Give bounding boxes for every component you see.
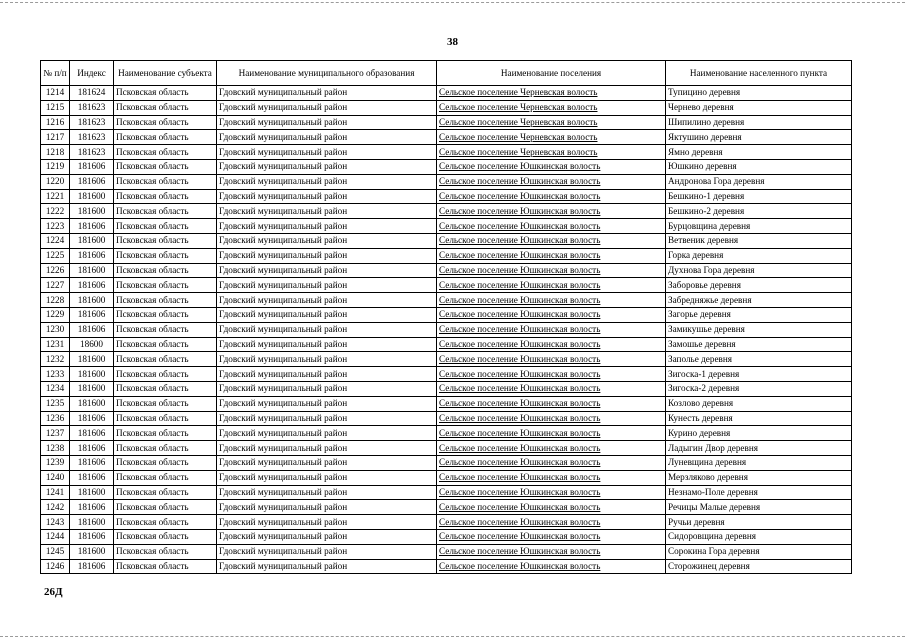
cell-subject: Псковская область bbox=[114, 470, 217, 485]
cell-row-number: 1236 bbox=[41, 411, 70, 426]
cell-municipality: Гдовский муниципальный район bbox=[217, 352, 437, 367]
cell-settlement: Сельское поселение Юшкинская волость bbox=[437, 248, 666, 263]
cell-postal-index: 181623 bbox=[70, 115, 114, 130]
cell-locality: Шипилино деревня bbox=[666, 115, 852, 130]
cell-subject: Псковская область bbox=[114, 411, 217, 426]
cell-subject: Псковская область bbox=[114, 130, 217, 145]
cell-subject: Псковская область bbox=[114, 515, 217, 530]
cell-municipality: Гдовский муниципальный район bbox=[217, 115, 437, 130]
table-row bbox=[41, 426, 852, 441]
cell-municipality: Гдовский муниципальный район bbox=[217, 337, 437, 352]
table-row bbox=[41, 470, 852, 485]
cell-postal-index: 181606 bbox=[70, 219, 114, 234]
cell-postal-index: 181624 bbox=[70, 86, 114, 101]
cell-municipality: Гдовский муниципальный район bbox=[217, 529, 437, 544]
cell-postal-index: 181600 bbox=[70, 189, 114, 204]
cell-settlement: Сельское поселение Юшкинская волость bbox=[437, 381, 666, 396]
table-row bbox=[41, 130, 852, 145]
cell-postal-index: 181606 bbox=[70, 322, 114, 337]
cell-settlement: Сельское поселение Юшкинская волость bbox=[437, 352, 666, 367]
cell-subject: Псковская область bbox=[114, 485, 217, 500]
table-row bbox=[41, 189, 852, 204]
table-row bbox=[41, 248, 852, 263]
cell-postal-index: 181606 bbox=[70, 174, 114, 189]
cell-locality: Андронова Гора деревня bbox=[666, 174, 852, 189]
cell-settlement: Сельское поселение Юшкинская волость bbox=[437, 322, 666, 337]
cell-settlement: Сельское поселение Юшкинская волость bbox=[437, 426, 666, 441]
cell-municipality: Гдовский муниципальный район bbox=[217, 485, 437, 500]
cell-subject: Псковская область bbox=[114, 100, 217, 115]
cell-locality: Заполье деревня bbox=[666, 352, 852, 367]
cell-subject: Псковская область bbox=[114, 219, 217, 234]
cell-municipality: Гдовский муниципальный район bbox=[217, 130, 437, 145]
cell-postal-index: 18600 bbox=[70, 337, 114, 352]
cell-settlement: Сельское поселение Юшкинская волость bbox=[437, 263, 666, 278]
cell-municipality: Гдовский муниципальный район bbox=[217, 293, 437, 308]
cell-row-number: 1229 bbox=[41, 307, 70, 322]
cell-municipality: Гдовский муниципальный район bbox=[217, 559, 437, 574]
cell-postal-index: 181606 bbox=[70, 529, 114, 544]
cell-row-number: 1242 bbox=[41, 500, 70, 515]
table-row bbox=[41, 515, 852, 530]
cell-postal-index: 181600 bbox=[70, 515, 114, 530]
cell-settlement: Сельское поселение Юшкинская волость bbox=[437, 337, 666, 352]
cell-subject: Псковская область bbox=[114, 204, 217, 219]
table-row bbox=[41, 559, 852, 574]
table-row bbox=[41, 204, 852, 219]
cell-locality: Зигоска-2 деревня bbox=[666, 381, 852, 396]
cell-municipality: Гдовский муниципальный район bbox=[217, 174, 437, 189]
cell-settlement: Сельское поселение Юшкинская волость bbox=[437, 219, 666, 234]
cell-subject: Псковская область bbox=[114, 367, 217, 382]
table-row bbox=[41, 263, 852, 278]
cell-subject: Псковская область bbox=[114, 263, 217, 278]
cell-municipality: Гдовский муниципальный район bbox=[217, 515, 437, 530]
cell-locality: Козлово деревня bbox=[666, 396, 852, 411]
cell-settlement: Сельское поселение Юшкинская волость bbox=[437, 500, 666, 515]
header-locality: Наименование населенного пункта bbox=[666, 61, 852, 86]
cell-row-number: 1218 bbox=[41, 145, 70, 160]
cell-municipality: Гдовский муниципальный район bbox=[217, 500, 437, 515]
cell-locality: Яктушино деревня bbox=[666, 130, 852, 145]
cell-postal-index: 181600 bbox=[70, 352, 114, 367]
cell-subject: Псковская область bbox=[114, 233, 217, 248]
cell-postal-index: 181623 bbox=[70, 130, 114, 145]
cell-subject: Псковская область bbox=[114, 500, 217, 515]
cell-settlement: Сельское поселение Черневская волость bbox=[437, 145, 666, 160]
cell-locality: Сторожинец деревня bbox=[666, 559, 852, 574]
table-row bbox=[41, 337, 852, 352]
cell-settlement: Сельское поселение Юшкинская волость bbox=[437, 559, 666, 574]
cell-locality: Горка деревня bbox=[666, 248, 852, 263]
table-header bbox=[41, 61, 852, 86]
cell-municipality: Гдовский муниципальный район bbox=[217, 307, 437, 322]
cell-subject: Псковская область bbox=[114, 189, 217, 204]
table-row bbox=[41, 381, 852, 396]
table-row bbox=[41, 352, 852, 367]
cell-row-number: 1221 bbox=[41, 189, 70, 204]
cell-subject: Псковская область bbox=[114, 278, 217, 293]
cell-row-number: 1237 bbox=[41, 426, 70, 441]
cell-postal-index: 181623 bbox=[70, 100, 114, 115]
table-row bbox=[41, 100, 852, 115]
cell-municipality: Гдовский муниципальный район bbox=[217, 145, 437, 160]
cell-row-number: 1224 bbox=[41, 233, 70, 248]
cell-settlement: Сельское поселение Юшкинская волость bbox=[437, 159, 666, 174]
cell-locality: Юшкино деревня bbox=[666, 159, 852, 174]
table-row bbox=[41, 455, 852, 470]
cell-subject: Псковская область bbox=[114, 322, 217, 337]
cell-row-number: 1215 bbox=[41, 100, 70, 115]
cell-subject: Псковская область bbox=[114, 544, 217, 559]
page-number: 38 bbox=[447, 36, 458, 48]
cell-municipality: Гдовский муниципальный район bbox=[217, 189, 437, 204]
cell-subject: Псковская область bbox=[114, 529, 217, 544]
footer-code: 26Д bbox=[44, 586, 63, 598]
header-row-number: № п/п bbox=[41, 61, 70, 86]
cell-row-number: 1226 bbox=[41, 263, 70, 278]
cell-subject: Псковская область bbox=[114, 145, 217, 160]
header-row bbox=[41, 61, 852, 86]
table-row bbox=[41, 500, 852, 515]
table-row bbox=[41, 86, 852, 101]
cell-settlement: Сельское поселение Юшкинская волость bbox=[437, 204, 666, 219]
cell-subject: Псковская область bbox=[114, 337, 217, 352]
cell-municipality: Гдовский муниципальный район bbox=[217, 322, 437, 337]
cell-settlement: Сельское поселение Юшкинская волость bbox=[437, 411, 666, 426]
cell-row-number: 1228 bbox=[41, 293, 70, 308]
cell-row-number: 1227 bbox=[41, 278, 70, 293]
cell-municipality: Гдовский муниципальный район bbox=[217, 470, 437, 485]
cell-row-number: 1231 bbox=[41, 337, 70, 352]
settlements-table bbox=[40, 60, 852, 574]
cell-postal-index: 181606 bbox=[70, 455, 114, 470]
table-row bbox=[41, 441, 852, 456]
cell-row-number: 1214 bbox=[41, 86, 70, 101]
cell-municipality: Гдовский муниципальный район bbox=[217, 159, 437, 174]
cell-locality: Сидоровщина деревня bbox=[666, 529, 852, 544]
cell-subject: Псковская область bbox=[114, 174, 217, 189]
cell-row-number: 1230 bbox=[41, 322, 70, 337]
cell-municipality: Гдовский муниципальный район bbox=[217, 278, 437, 293]
cell-row-number: 1222 bbox=[41, 204, 70, 219]
cell-settlement: Сельское поселение Юшкинская волость bbox=[437, 233, 666, 248]
cell-locality: Зигоска-1 деревня bbox=[666, 367, 852, 382]
cell-locality: Ямно деревня bbox=[666, 145, 852, 160]
cell-locality: Духнова Гора деревня bbox=[666, 263, 852, 278]
table-row bbox=[41, 307, 852, 322]
cell-subject: Псковская область bbox=[114, 293, 217, 308]
cell-settlement: Сельское поселение Юшкинская волость bbox=[437, 293, 666, 308]
cell-locality: Бешкино-1 деревня bbox=[666, 189, 852, 204]
cell-locality: Тупицино деревня bbox=[666, 86, 852, 101]
cell-subject: Псковская область bbox=[114, 352, 217, 367]
table-row bbox=[41, 322, 852, 337]
cell-postal-index: 181600 bbox=[70, 544, 114, 559]
cell-settlement: Сельское поселение Юшкинская волость bbox=[437, 278, 666, 293]
cell-municipality: Гдовский муниципальный район bbox=[217, 441, 437, 456]
cell-row-number: 1241 bbox=[41, 485, 70, 500]
table-row bbox=[41, 233, 852, 248]
cell-locality: Луневщина деревня bbox=[666, 455, 852, 470]
cell-municipality: Гдовский муниципальный район bbox=[217, 100, 437, 115]
cell-postal-index: 181606 bbox=[70, 470, 114, 485]
cell-row-number: 1243 bbox=[41, 515, 70, 530]
cell-settlement: Сельское поселение Черневская волость bbox=[437, 130, 666, 145]
header-settlement: Наименование поселения bbox=[437, 61, 666, 86]
table-row bbox=[41, 367, 852, 382]
cell-row-number: 1239 bbox=[41, 455, 70, 470]
cell-municipality: Гдовский муниципальный район bbox=[217, 381, 437, 396]
cell-postal-index: 181606 bbox=[70, 559, 114, 574]
cell-municipality: Гдовский муниципальный район bbox=[217, 544, 437, 559]
header-postal-index: Индекс bbox=[70, 61, 114, 86]
cell-locality: Бурцовщина деревня bbox=[666, 219, 852, 234]
cell-municipality: Гдовский муниципальный район bbox=[217, 263, 437, 278]
cell-postal-index: 181623 bbox=[70, 145, 114, 160]
cell-subject: Псковская область bbox=[114, 248, 217, 263]
cell-settlement: Сельское поселение Юшкинская волость bbox=[437, 485, 666, 500]
cell-postal-index: 181600 bbox=[70, 367, 114, 382]
table-row bbox=[41, 115, 852, 130]
cell-locality: Незнамо-Поле деревня bbox=[666, 485, 852, 500]
cell-settlement: Сельское поселение Юшкинская волость bbox=[437, 367, 666, 382]
cell-settlement: Сельское поселение Юшкинская волость bbox=[437, 529, 666, 544]
cell-row-number: 1234 bbox=[41, 381, 70, 396]
cell-row-number: 1235 bbox=[41, 396, 70, 411]
cell-municipality: Гдовский муниципальный район bbox=[217, 204, 437, 219]
cell-locality: Загорье деревня bbox=[666, 307, 852, 322]
cell-settlement: Сельское поселение Черневская волость bbox=[437, 115, 666, 130]
cell-locality: Ладыгин Двор деревня bbox=[666, 441, 852, 456]
cell-postal-index: 181600 bbox=[70, 233, 114, 248]
cell-settlement: Сельское поселение Юшкинская волость bbox=[437, 455, 666, 470]
cell-row-number: 1216 bbox=[41, 115, 70, 130]
cell-locality: Курино деревня bbox=[666, 426, 852, 441]
cell-municipality: Гдовский муниципальный район bbox=[217, 233, 437, 248]
cell-municipality: Гдовский муниципальный район bbox=[217, 411, 437, 426]
table-row bbox=[41, 293, 852, 308]
cell-row-number: 1246 bbox=[41, 559, 70, 574]
cell-settlement: Сельское поселение Юшкинская волость bbox=[437, 441, 666, 456]
cell-postal-index: 181606 bbox=[70, 278, 114, 293]
cell-settlement: Сельское поселение Черневская волость bbox=[437, 100, 666, 115]
cell-subject: Псковская область bbox=[114, 559, 217, 574]
cell-postal-index: 181606 bbox=[70, 248, 114, 263]
cell-postal-index: 181606 bbox=[70, 441, 114, 456]
cell-settlement: Сельское поселение Юшкинская волость bbox=[437, 544, 666, 559]
scan-edge-bottom bbox=[0, 636, 905, 637]
cell-row-number: 1240 bbox=[41, 470, 70, 485]
table-row bbox=[41, 529, 852, 544]
table-row bbox=[41, 174, 852, 189]
cell-municipality: Гдовский муниципальный район bbox=[217, 455, 437, 470]
cell-row-number: 1245 bbox=[41, 544, 70, 559]
cell-row-number: 1223 bbox=[41, 219, 70, 234]
cell-locality: Замикушье деревня bbox=[666, 322, 852, 337]
cell-row-number: 1244 bbox=[41, 529, 70, 544]
scan-edge-top bbox=[0, 2, 905, 3]
cell-postal-index: 181606 bbox=[70, 159, 114, 174]
cell-locality: Речицы Малые деревня bbox=[666, 500, 852, 515]
cell-settlement: Сельское поселение Юшкинская волость bbox=[437, 174, 666, 189]
cell-settlement: Сельское поселение Юшкинская волость bbox=[437, 307, 666, 322]
cell-postal-index: 181606 bbox=[70, 500, 114, 515]
cell-municipality: Гдовский муниципальный район bbox=[217, 396, 437, 411]
table-row bbox=[41, 485, 852, 500]
cell-row-number: 1233 bbox=[41, 367, 70, 382]
cell-locality: Кунесть деревня bbox=[666, 411, 852, 426]
cell-subject: Псковская область bbox=[114, 426, 217, 441]
cell-subject: Псковская область bbox=[114, 86, 217, 101]
cell-subject: Псковская область bbox=[114, 381, 217, 396]
cell-settlement: Сельское поселение Черневская волость bbox=[437, 86, 666, 101]
header-subject: Наименование субъекта bbox=[114, 61, 217, 86]
cell-locality: Мерзляково деревня bbox=[666, 470, 852, 485]
cell-locality: Бешкино-2 деревня bbox=[666, 204, 852, 219]
cell-municipality: Гдовский муниципальный район bbox=[217, 426, 437, 441]
cell-settlement: Сельское поселение Юшкинская волость bbox=[437, 515, 666, 530]
cell-postal-index: 181606 bbox=[70, 307, 114, 322]
cell-locality: Забредняжье деревня bbox=[666, 293, 852, 308]
cell-municipality: Гдовский муниципальный район bbox=[217, 219, 437, 234]
cell-postal-index: 181600 bbox=[70, 485, 114, 500]
cell-locality: Заборовье деревня bbox=[666, 278, 852, 293]
cell-municipality: Гдовский муниципальный район bbox=[217, 367, 437, 382]
table-row bbox=[41, 396, 852, 411]
cell-locality: Замошье деревня bbox=[666, 337, 852, 352]
cell-locality: Чернево деревня bbox=[666, 100, 852, 115]
cell-row-number: 1225 bbox=[41, 248, 70, 263]
cell-settlement: Сельское поселение Юшкинская волость bbox=[437, 396, 666, 411]
cell-row-number: 1232 bbox=[41, 352, 70, 367]
cell-postal-index: 181606 bbox=[70, 411, 114, 426]
cell-postal-index: 181606 bbox=[70, 426, 114, 441]
cell-municipality: Гдовский муниципальный район bbox=[217, 86, 437, 101]
cell-postal-index: 181600 bbox=[70, 293, 114, 308]
cell-postal-index: 181600 bbox=[70, 204, 114, 219]
table-row bbox=[41, 145, 852, 160]
cell-locality: Ручьи деревня bbox=[666, 515, 852, 530]
cell-settlement: Сельское поселение Юшкинская волость bbox=[437, 470, 666, 485]
table-row bbox=[41, 219, 852, 234]
table-row bbox=[41, 159, 852, 174]
cell-postal-index: 181600 bbox=[70, 381, 114, 396]
table-row bbox=[41, 411, 852, 426]
cell-row-number: 1220 bbox=[41, 174, 70, 189]
header-municipality: Наименование муниципального образования bbox=[217, 61, 437, 86]
cell-subject: Псковская область bbox=[114, 307, 217, 322]
cell-subject: Псковская область bbox=[114, 115, 217, 130]
cell-subject: Псковская область bbox=[114, 159, 217, 174]
table-body bbox=[41, 86, 852, 574]
cell-subject: Псковская область bbox=[114, 396, 217, 411]
cell-postal-index: 181600 bbox=[70, 263, 114, 278]
cell-postal-index: 181600 bbox=[70, 396, 114, 411]
table-row bbox=[41, 544, 852, 559]
table-row bbox=[41, 278, 852, 293]
cell-subject: Псковская область bbox=[114, 455, 217, 470]
cell-settlement: Сельское поселение Юшкинская волость bbox=[437, 189, 666, 204]
cell-row-number: 1238 bbox=[41, 441, 70, 456]
cell-row-number: 1219 bbox=[41, 159, 70, 174]
cell-locality: Ветвеник деревня bbox=[666, 233, 852, 248]
cell-municipality: Гдовский муниципальный район bbox=[217, 248, 437, 263]
cell-locality: Сорокина Гора деревня bbox=[666, 544, 852, 559]
cell-row-number: 1217 bbox=[41, 130, 70, 145]
cell-subject: Псковская область bbox=[114, 441, 217, 456]
